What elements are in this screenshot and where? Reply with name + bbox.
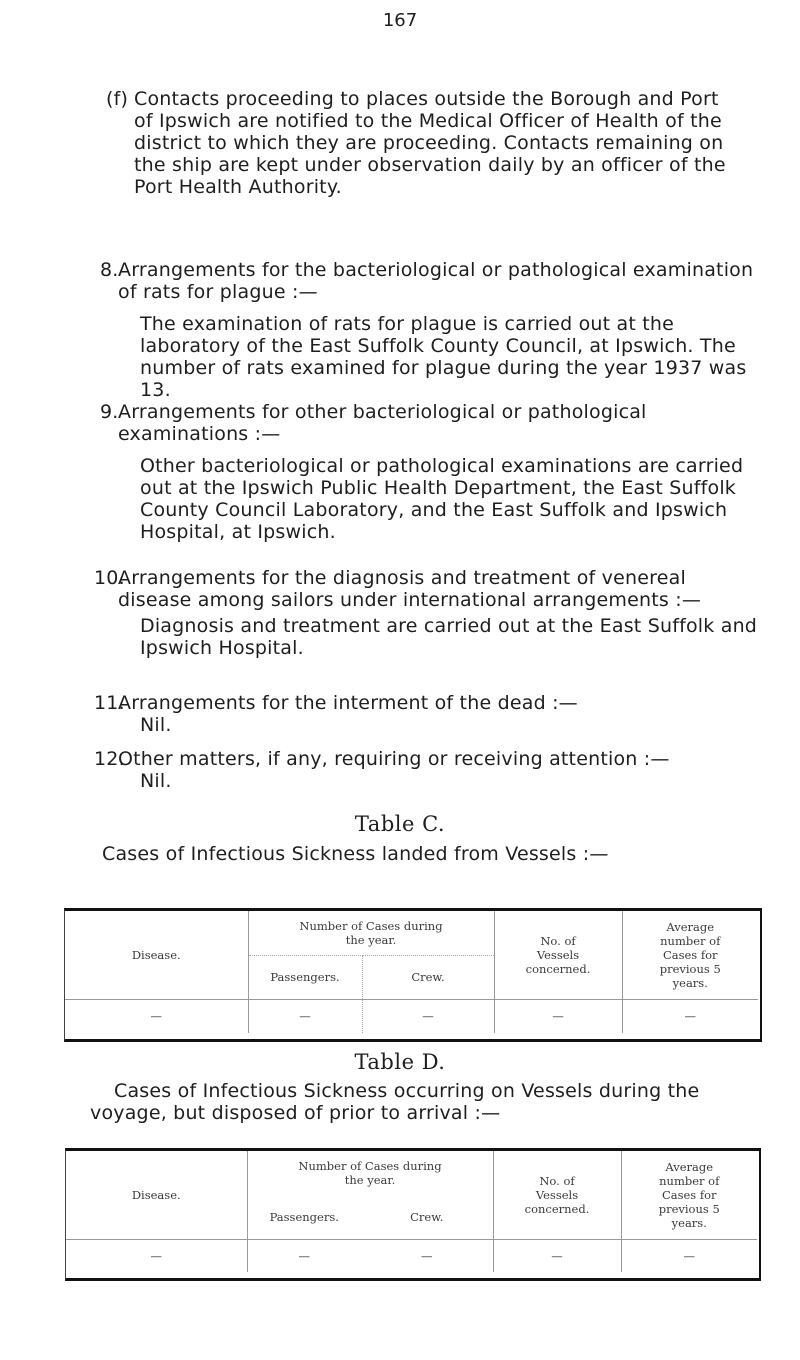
table-cell: — [361, 1239, 493, 1272]
header-average: Average number of Cases for previous 5 years. [622, 911, 758, 999]
table-c-title: Table C. [354, 812, 446, 836]
table-d-subtitle: Cases of Infectious Sickness occurring on Vessels during the voyage, but disposed of prior to arrival :— [90, 1080, 700, 1124]
table-cell: — [684, 1009, 696, 1024]
item-heading: Other matters, if any, requiring or receiving attention :— [118, 748, 670, 770]
table-d [66, 1151, 757, 1272]
item-body: The examination of rats for plague is carried out at the laboratory of the East Suffolk County Council, at Ipswich. The number of rats examined for plague during the year 1937 was 13. [140, 313, 747, 401]
item-9 [100, 401, 765, 543]
item-number: 8. [100, 259, 119, 281]
table-cell: — [683, 1248, 695, 1263]
header-number-group: Number of Cases during the year. [247, 1151, 493, 1195]
item-body: Nil. [140, 714, 172, 736]
header-vessels: No. of Vessels concerned. [493, 1151, 621, 1239]
table-cell: — [494, 999, 622, 1033]
item-number: 12. [94, 748, 125, 770]
item-8 [100, 259, 765, 401]
header-disease: Disease. [66, 1151, 247, 1239]
table-cell: — [298, 1248, 310, 1263]
header-passengers: Passengers. [248, 955, 362, 999]
item-heading: Arrangements for the diagnosis and treatment of venereal disease among sailors under international arrangements :— [118, 567, 702, 611]
item-number: 10. [94, 567, 125, 589]
item-heading: Arrangements for the interment of the dead :— [118, 692, 578, 714]
item-11 [94, 692, 765, 736]
header-number-group: Number of Cases during the year. [248, 911, 494, 955]
table-cell: — [65, 999, 248, 1033]
header-disease: Disease. [65, 911, 248, 999]
page-number: 167 [382, 10, 418, 31]
item-body: Nil. [140, 770, 172, 792]
table-d-title: Table D. [354, 1050, 446, 1074]
item-f-label: (f) [106, 88, 129, 110]
header-vessels: No. of Vessels concerned. [494, 911, 622, 999]
table-cell: — [493, 1239, 621, 1272]
item-f-text: Contacts proceeding to places outside the Borough and Port of Ipswich are notified to the Medical Officer of Health of the district to which they are proceeding. Contacts remaining on the ship are kept under observation daily by an officer of the Port Health Authority. [134, 88, 726, 198]
table-c-subtitle: Cases of Infectious Sickness landed from Vessels :— [102, 843, 609, 865]
item-10 [94, 567, 765, 659]
table-cell: — [248, 999, 362, 1033]
item-number: 9. [100, 401, 119, 423]
header-passengers: Passengers. [247, 1195, 361, 1239]
item-12 [94, 748, 765, 792]
item-heading: Arrangements for other bacteriological or pathological examinations :— [118, 401, 647, 445]
item-f [106, 88, 740, 198]
item-body: Other bacteriological or pathological examinations are carried out at the Ipswich Public Health Department, the East Suffolk County Council Laboratory, and the East Suffolk and Ipswich Hospital, at Ipswich. [140, 455, 744, 543]
item-number: 11. [94, 692, 125, 714]
header-crew: Crew. [361, 1195, 493, 1239]
table-cell: — [66, 1239, 247, 1272]
table-c [65, 911, 758, 1033]
item-body: Diagnosis and treatment are carried out at the East Suffolk and Ipswich Hospital. [140, 615, 758, 659]
header-crew: Crew. [362, 955, 494, 999]
item-heading: Arrangements for the bacteriological or pathological examination of rats for plague :— [118, 259, 754, 303]
table-cell: — [362, 999, 494, 1033]
header-average: Average number of Cases for previous 5 years. [621, 1151, 757, 1239]
